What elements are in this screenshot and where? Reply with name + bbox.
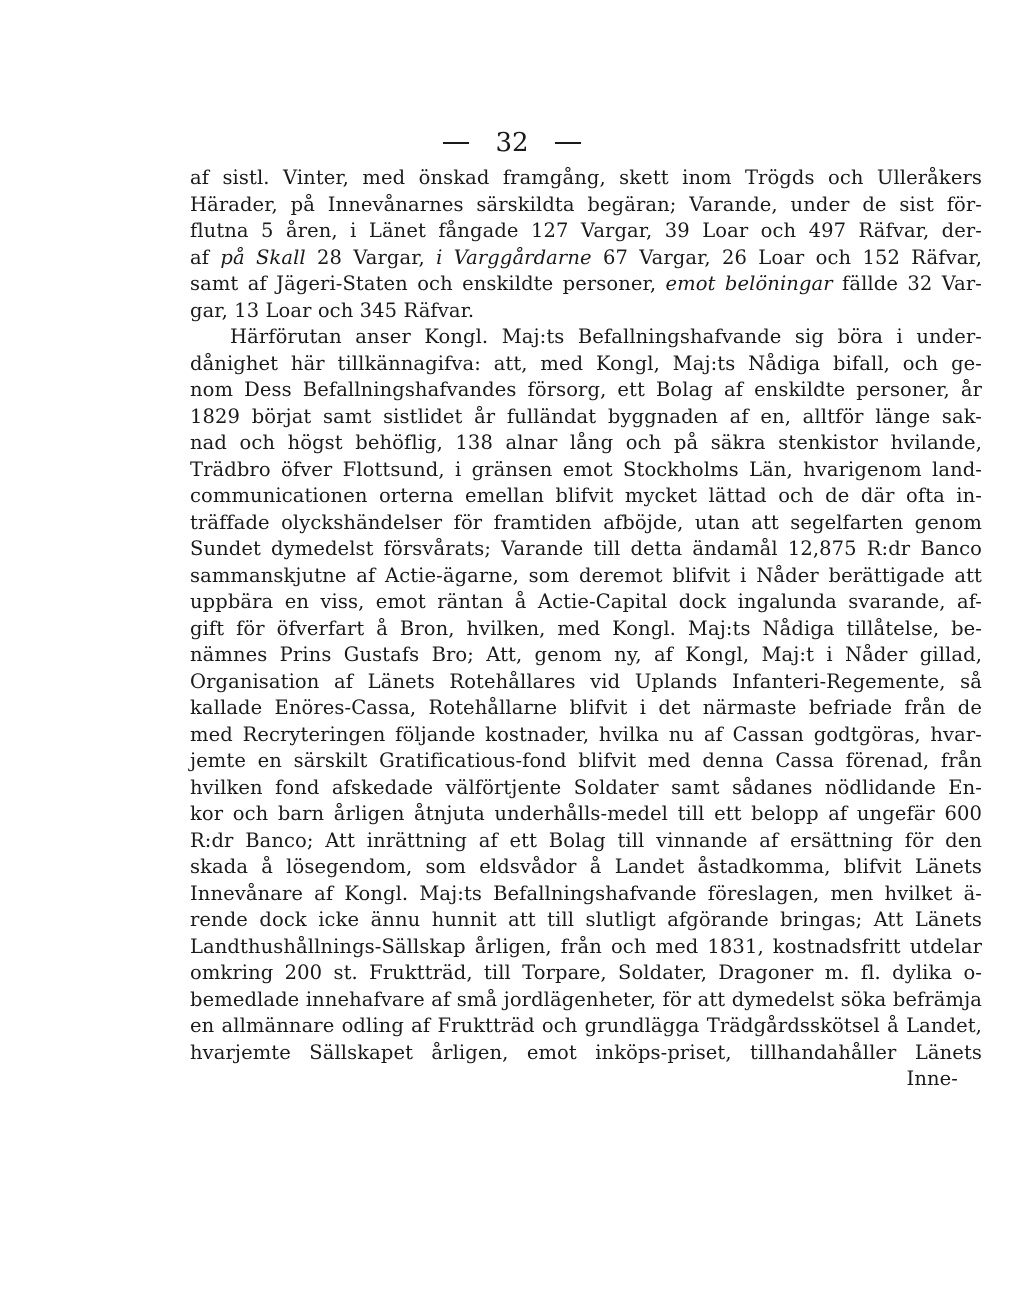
text-segment: gift för öfverfart å Bron, hvilken, med Kongl. Maj:ts Nådiga tillåtelse, be- bbox=[190, 616, 982, 640]
text-segment: fällde 32 Var- bbox=[832, 272, 982, 295]
text-segment: Innevånare af Kongl. Maj:ts Befallningshafvande föreslagen, men hvilket ä- bbox=[190, 881, 982, 905]
text-segment: 28 Vargar, bbox=[305, 245, 437, 269]
text-segment: uppbära en viss, emot räntan å Actie-Capital dock ingalunda svarande, af- bbox=[190, 590, 982, 613]
text-segment: af bbox=[190, 245, 221, 269]
text-line bbox=[190, 510, 982, 537]
text-line bbox=[190, 722, 982, 749]
page-header bbox=[0, 128, 1024, 158]
text-segment: med Recryteringen följande kostnader, hvilka nu af Cassan godtgöras, hvar- bbox=[190, 722, 982, 746]
text-line bbox=[190, 245, 982, 272]
text-line bbox=[190, 298, 982, 325]
text-line bbox=[190, 483, 982, 510]
text-line bbox=[190, 430, 982, 457]
text-segment: kor och barn årligen åtnjuta underhålls-medel till ett belopp af ungefär 600 bbox=[190, 802, 982, 825]
text-line bbox=[190, 642, 982, 669]
text-line bbox=[190, 218, 982, 245]
text-line bbox=[190, 854, 982, 881]
text-line bbox=[190, 271, 982, 298]
text-line bbox=[190, 563, 982, 590]
text-segment: jemte en särskilt Gratificatious-fond blifvit med denna Cassa förenad, från bbox=[190, 749, 982, 772]
text-line bbox=[190, 669, 982, 696]
text-line bbox=[190, 1013, 982, 1040]
text-line bbox=[190, 192, 982, 219]
text-line bbox=[190, 801, 982, 828]
text-segment: gar, 13 Loar och 345 Räfvar. bbox=[190, 298, 475, 322]
text-segment: hvarjemte Sällskapet årligen, emot inköps-priset, tillhandahåller Länets bbox=[190, 1040, 982, 1064]
text-segment: dånighet här tillkännagifva: att, med Kongl, Maj:ts Nådiga bifall, och ge- bbox=[190, 351, 982, 375]
text-segment: 1829 börjat samt sistlidet år fulländat byggnaden af en, alltför länge sak- bbox=[190, 404, 982, 428]
body-text bbox=[190, 165, 982, 1093]
text-line bbox=[190, 616, 982, 643]
text-line bbox=[190, 1040, 982, 1067]
italic-phrase: i Varggårdarne bbox=[436, 245, 592, 269]
text-segment: sammanskjutne af Actie-ägarne, som deremot blifvit i Nåder berättigade att bbox=[190, 563, 982, 587]
text-line bbox=[190, 828, 982, 855]
italic-phrase: på Skall bbox=[220, 245, 306, 269]
text-segment: kallade Enöres-Cassa, Rotehållarne blifvit i det närmaste befriade från de bbox=[190, 696, 982, 719]
text-segment: nad och högst behöflig, 138 alnar lång och på säkra stenkistor hvilande, bbox=[190, 431, 982, 454]
text-segment: nämnes Prins Gustafs Bro; Att, genom ny, af Kongl, Maj:t i Nåder gillad, bbox=[190, 643, 982, 666]
text-segment: nom Dess Befallningshafvandes försorg, ett Bolag af enskildte personer, år bbox=[190, 378, 982, 401]
text-segment: Sundet dymedelst försvårats; Varande till detta ändamål 12,875 R:dr Banco bbox=[190, 537, 982, 560]
text-segment: en allmännare odling af Fruktträd och grundlägga Trädgårdsskötsel å Landet, bbox=[190, 1014, 982, 1037]
text-line bbox=[190, 695, 982, 722]
text-segment: Trädbro öfver Flottsund, i gränsen emot Stockholms Län, hvarigenom land- bbox=[190, 457, 982, 481]
page-number: 32 bbox=[495, 128, 529, 158]
header-dash-right bbox=[555, 142, 581, 144]
text-segment: Landthushållnings-Sällskap årligen, från och med 1831, kostnadsfritt utdelar bbox=[190, 934, 982, 958]
text-line bbox=[190, 404, 982, 431]
text-segment: 67 Vargar, 26 Loar och 152 Räfvar, bbox=[591, 245, 982, 269]
text-segment: Inne- bbox=[906, 1067, 958, 1090]
text-line bbox=[190, 165, 982, 192]
text-segment: flutna 5 åren, i Länet fångade 127 Vargar, 39 Loar och 497 Räfvar, der- bbox=[190, 219, 982, 242]
text-line bbox=[190, 907, 982, 934]
text-line bbox=[190, 377, 982, 404]
text-segment: samt af Jägeri-Staten och enskildte personer, bbox=[190, 272, 666, 295]
text-line bbox=[190, 775, 982, 802]
text-segment: communicationen orterna emellan blifvit mycket lättad och de där ofta in- bbox=[190, 484, 982, 507]
text-line bbox=[190, 324, 982, 351]
text-segment: skada å lösegendom, som eldsvådor å Landet åstadkomma, blifvit Länets bbox=[190, 855, 982, 878]
text-segment: rende dock icke ännu hunnit att till slutligt afgörande bringas; Att Länets bbox=[190, 908, 982, 931]
text-line bbox=[190, 589, 982, 616]
italic-phrase: emot belöningar bbox=[665, 272, 833, 295]
text-line bbox=[190, 351, 982, 378]
text-line bbox=[190, 748, 982, 775]
text-line bbox=[190, 536, 982, 563]
text-line bbox=[190, 987, 982, 1014]
text-line bbox=[190, 457, 982, 484]
text-segment: hvilken fond afskedade välförtjente Soldater samt sådanes nödlidande En- bbox=[190, 775, 982, 799]
header-dash-left bbox=[443, 142, 469, 144]
text-segment: bemedlade innehafvare af små jordlägenheter, för att dymedelst söka befrämja bbox=[190, 987, 982, 1011]
text-segment: Härförutan anser Kongl. Maj:ts Befallningshafvande sig böra i under- bbox=[230, 325, 982, 348]
text-line bbox=[190, 934, 982, 961]
text-segment: R:dr Banco; Att inrättning af ett Bolag till vinnande af ersättning för den bbox=[190, 828, 982, 852]
text-segment: Härader, på Innevånarnes särskildta begäran; Varande, under de sist för- bbox=[190, 192, 982, 216]
catchword bbox=[190, 1066, 982, 1093]
text-line bbox=[190, 881, 982, 908]
text-segment: omkring 200 st. Fruktträd, till Torpare, Soldater, Dragoner m. fl. dylika o- bbox=[190, 961, 982, 984]
text-segment: träffade olyckshändelser för framtiden afböjde, utan att segelfarten genom bbox=[190, 510, 982, 534]
text-line bbox=[190, 960, 982, 987]
text-segment: af sistl. Vinter, med önskad framgång, skett inom Trögds och Ulleråkers bbox=[190, 166, 982, 189]
text-segment: Organisation af Länets Rotehållares vid Uplands Infanteri-Regemente, så bbox=[190, 669, 982, 693]
